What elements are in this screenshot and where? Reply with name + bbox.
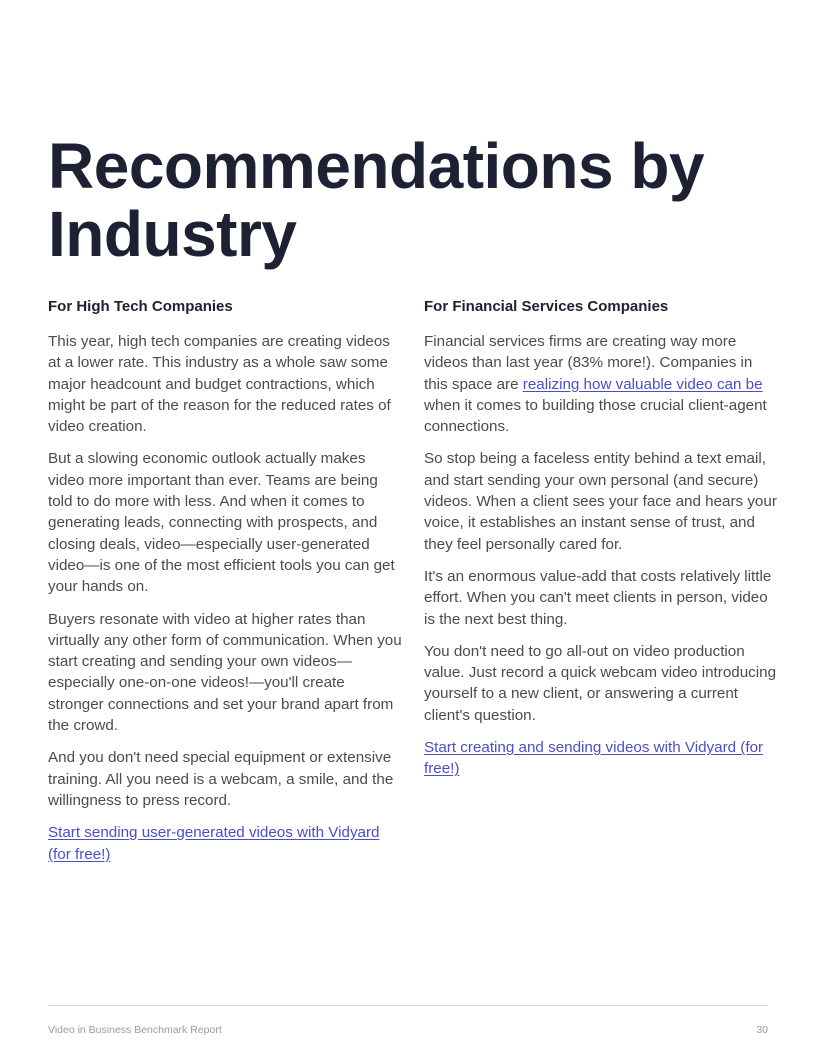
high-tech-paragraph-4: And you don't need special equipment or extensive training. All you need is a webcam, a smile, and the willingness to press record.: [48, 749, 394, 809]
page-title: Recommendations by Industry: [48, 130, 705, 270]
high-tech-heading: For High Tech Companies: [48, 298, 233, 315]
high-tech-paragraph-2: But a slowing economic outlook actually makes video more important than ever. Teams are being told to do more with less. And when it comes to generating leads, connecting with prospects, and closing deals, video—especially user-generated video—is one of the most efficient tools you can get your hands on.: [48, 450, 395, 596]
financial-paragraph-4: You don't need to go all-out on video production value. Just record a quick webcam video introducing yourself to a new client, or answering a current client's question.: [424, 642, 777, 724]
financial-services-section: [424, 297, 780, 791]
high-tech-cta-link[interactable]: Start sending user-generated videos with Vidyard (for free!): [48, 824, 380, 863]
high-tech-section: [48, 297, 404, 876]
financial-cta-link[interactable]: Start creating and sending videos with Vidyard (for free!): [424, 739, 764, 778]
financial-cta-paragraph: [424, 737, 780, 780]
financial-paragraph-1: [424, 331, 780, 437]
footer-divider: [48, 1005, 768, 1006]
financial-paragraph-2: So stop being a faceless entity behind a text email, and start sending your own personal (and secure) videos. When a client sees your face and hears your voice, it establishes an instant sense of trust, and they feel personally cared for.: [424, 450, 777, 553]
high-tech-paragraph-3: Buyers resonate with video at higher rates than virtually any other form of communication. When you start creating and sending your own videos—especially one-on-one videos!—you'll create stronger connections and set your brand apart from the crowd.: [48, 610, 402, 735]
footer-report-name: Video in Business Benchmark Report: [48, 1024, 222, 1036]
financial-p1-text-start: Financial services firms are creating way more videos than last year (83% more!). Companies in this space are: [424, 333, 753, 393]
financial-heading: For Financial Services Companies: [424, 298, 669, 315]
high-tech-cta-paragraph: [48, 822, 404, 865]
footer-page-number: 30: [756, 1024, 768, 1036]
valuable-video-link[interactable]: realizing how valuable video can be: [522, 375, 763, 393]
high-tech-paragraph-1: This year, high tech companies are creating videos at a lower rate. This industry as a whole saw some major headcount and budget contractions, which might be part of the reason for the reduced rates of video creation.: [48, 333, 391, 436]
financial-paragraph-3: It's an enormous value-add that costs relatively little effort. When you can't meet clients in person, video is the next best thing.: [424, 567, 772, 628]
financial-p1-text-end: when it comes to building those crucial client-agent connections.: [424, 396, 767, 436]
